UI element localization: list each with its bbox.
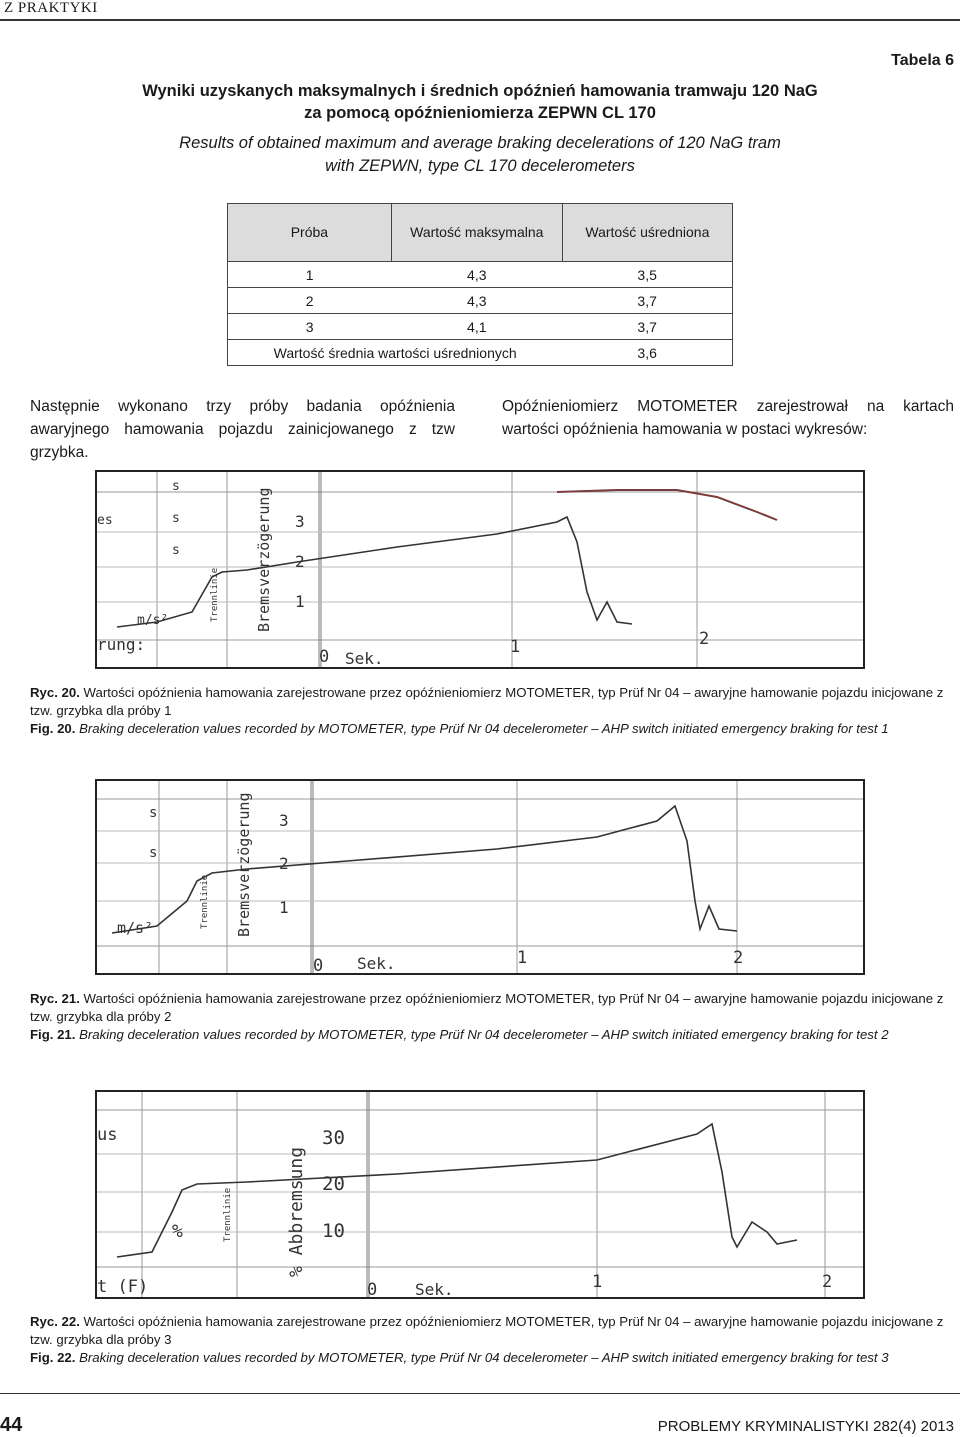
paragraph-right: Opóźnieniomierz MOTOMETER zarejestrował na kartach wartości opóźnienia hamowania w postaci wykresów: (502, 398, 954, 438)
title-polish-line-1: Wyniki uzyskanych maksymalnych i średnich opóźnień hamowania tramwaju 120 NaG (142, 82, 818, 100)
caption-en-text: Braking deceleration values recorded by MOTOMETER, type Prüf Nr 04 decelerometer – AHP switch initiated emergency braking for test 3 (75, 1350, 889, 1365)
table-row (228, 288, 733, 314)
figure-22-chart (95, 1090, 865, 1299)
page-number: 44 (0, 1414, 23, 1436)
tick-y-3: 3 (279, 811, 289, 830)
tick-y-1: 1 (295, 592, 305, 611)
caption-pl-text: Wartości opóźnienia hamowania zarejestrowane przez opóźnieniomierz MOTOMETER, typ Prüf Nr 04 – awaryjne hamowanie pojazdu inicjowane z tzw. grzybka dla próby 2 (30, 991, 944, 1024)
cell-max: 4,3 (391, 262, 562, 288)
section-label: Z PRAKTYKI (4, 0, 98, 16)
tick-y-2: 2 (279, 854, 289, 873)
tick-x-2: 2 (699, 629, 710, 649)
caption-pl-label: Ryc. 22. (30, 1314, 80, 1329)
title-english (60, 132, 900, 178)
mark-s: s (172, 479, 180, 494)
paragraph-left: Następnie wykonano trzy próby badania opóźnienia awaryjnego hamowania pojazdu zainicjowanego z tzw grzybka. (30, 398, 455, 461)
figure-22-caption (30, 1313, 958, 1367)
mark-s: s (149, 805, 158, 821)
table-row (228, 262, 733, 288)
mark-es: es (97, 513, 113, 528)
cell-proba: 2 (228, 288, 392, 314)
tick-x-0: 0 (313, 956, 324, 973)
header-avg: Wartość uśredniona (562, 204, 732, 262)
left-label: t (F) (97, 1277, 149, 1297)
caption-pl-label: Ryc. 21. (30, 991, 80, 1006)
caption-en (30, 1026, 958, 1044)
mark-s: s (172, 511, 180, 526)
sek-label: Sek. (415, 1280, 454, 1297)
header-max: Wartość maksymalna (391, 204, 562, 262)
title-english-line-1: Results of obtained maximum and average braking decelerations of 120 NaG tram (179, 134, 781, 152)
tick-x-1: 1 (592, 1272, 603, 1292)
unit-label: m/s² (117, 919, 154, 937)
tick-x-0: 0 (367, 1280, 378, 1297)
cell-proba: 1 (228, 262, 392, 288)
vertical-label: Bremsverzögerung (235, 792, 253, 937)
cell-avg: 3,7 (562, 288, 732, 314)
journal-name: PROBLEMY KRYMINALISTYKI 282(4) 2013 (657, 1418, 954, 1435)
figure-20-chart (95, 470, 865, 669)
summary-value: 3,6 (562, 340, 732, 366)
caption-pl (30, 990, 958, 1026)
header-rule (0, 19, 960, 21)
table-header-row (228, 204, 733, 262)
figure-21-chart (95, 779, 865, 975)
caption-en-text: Braking deceleration values recorded by MOTOMETER, type Prüf Nr 04 decelerometer – AHP switch initiated emergency braking for test 1 (75, 721, 889, 736)
title-polish (60, 80, 900, 124)
caption-en-text: Braking deceleration values recorded by MOTOMETER, type Prüf Nr 04 decelerometer – AHP switch initiated emergency braking for test 2 (75, 1027, 889, 1042)
figure-20-caption (30, 684, 958, 738)
table-label: Tabela 6 (891, 52, 954, 69)
caption-pl (30, 684, 958, 720)
tick-y-20: 20 (322, 1173, 345, 1195)
tick-y-2: 2 (295, 552, 305, 571)
left-label: rung: (97, 635, 146, 654)
tick-y-30: 30 (322, 1127, 345, 1149)
unit-label: % (172, 1221, 183, 1242)
title-english-line-2: with ZEPWN, type CL 170 decelerometers (325, 157, 635, 175)
caption-en-label: Fig. 21. (30, 1027, 76, 1042)
cell-avg: 3,7 (562, 314, 732, 340)
mark-s: s (149, 845, 158, 861)
tick-x-2: 2 (822, 1272, 833, 1292)
mark-s: s (172, 543, 180, 558)
header-proba: Próba (228, 204, 392, 262)
table-summary-row (228, 340, 733, 366)
cell-avg: 3,5 (562, 262, 732, 288)
tick-y-1: 1 (279, 898, 289, 917)
table-row (228, 314, 733, 340)
tick-x-1: 1 (510, 637, 521, 657)
trenn-label: Trennlinie (223, 1187, 233, 1242)
cell-max: 4,1 (391, 314, 562, 340)
caption-en-label: Fig. 20. (30, 721, 76, 736)
caption-en (30, 1349, 958, 1367)
trenn-label: Trennlinie (200, 874, 210, 929)
caption-pl-text: Wartości opóźnienia hamowania zarejestrowane przez opóźnieniomierz MOTOMETER, typ Prüf Nr 04 – awaryjne hamowanie pojazdu inicjowane z tzw. grzybka dla próby 3 (30, 1314, 944, 1347)
footer-rule (0, 1393, 960, 1394)
mark-us: us (97, 1125, 118, 1145)
title-polish-line-2: za pomocą opóźnieniomierza ZEPWN CL 170 (304, 104, 656, 122)
trenn-label: Trennlinie (210, 567, 220, 622)
sek-label: Sek. (357, 954, 396, 973)
results-table (227, 203, 733, 366)
figure-21-caption (30, 990, 958, 1044)
tick-x-1: 1 (517, 948, 528, 968)
unit-label: m/s² (137, 613, 169, 628)
caption-pl-text: Wartości opóźnienia hamowania zarejestrowane przez opóźnieniomierz MOTOMETER, typ Prüf Nr 04 – awaryjne hamowanie pojazdu inicjowane z tzw. grzybka dla próby 1 (30, 685, 944, 718)
tick-x-0: 0 (319, 647, 330, 667)
caption-en-label: Fig. 22. (30, 1350, 76, 1365)
cell-proba: 3 (228, 314, 392, 340)
figure-20-svg (97, 472, 863, 667)
summary-label: Wartość średnia wartości uśrednionych (228, 340, 563, 366)
caption-pl (30, 1313, 958, 1349)
figure-21-svg (97, 781, 863, 973)
caption-en (30, 720, 958, 738)
caption-pl-label: Ryc. 20. (30, 685, 80, 700)
tick-y-10: 10 (322, 1220, 345, 1242)
figure-22-svg (97, 1092, 863, 1297)
sek-label: Sek. (345, 649, 384, 667)
tick-y-3: 3 (295, 512, 305, 531)
tick-x-2: 2 (733, 948, 744, 968)
vertical-label: % Abbremsung (286, 1146, 307, 1277)
vertical-label: Bremsverzögerung (255, 487, 273, 632)
cell-max: 4,3 (391, 288, 562, 314)
